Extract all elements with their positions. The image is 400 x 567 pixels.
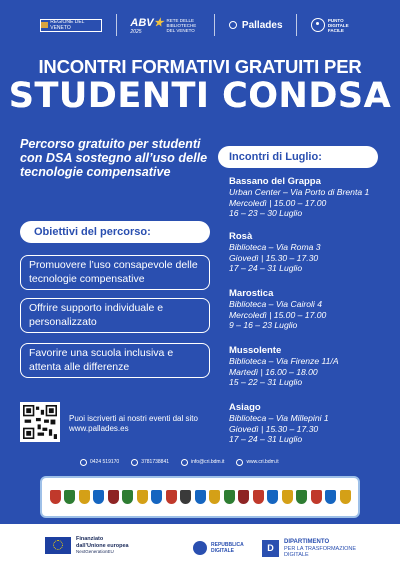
event-city: Marostica [229, 288, 274, 299]
municipality-crest-icon [296, 490, 307, 504]
july-heading: Incontri di Luglio: [218, 146, 378, 168]
municipality-crest-icon [108, 490, 119, 504]
municipality-crest-icon [282, 490, 293, 504]
contacts-row [80, 456, 380, 468]
municipality-crest-icon [325, 490, 336, 504]
logo-divider [214, 14, 215, 36]
event-place: Biblioteca – Via Roma 3 [229, 242, 321, 252]
municipality-crest-icon [311, 490, 322, 504]
eu-line-3: NextGenerationEU [76, 549, 114, 554]
event-city: Asiago [229, 402, 261, 413]
event-city: Bassano del Grappa [229, 176, 321, 187]
event-rosa [229, 231, 394, 274]
event-asiago [229, 402, 394, 445]
contact-phone[interactable] [80, 459, 119, 466]
municipality-crest-icon [238, 490, 249, 504]
pallades-logo [229, 20, 283, 31]
objective-item: Promuovere l’uso consapevole delle tecnologie compensative [20, 255, 210, 290]
municipality-crest-icon [209, 490, 220, 504]
event-bassano [229, 176, 394, 219]
veneto-label: REGIONE DEL VENETO [50, 19, 85, 31]
logo-divider [116, 14, 117, 36]
globe-icon [236, 459, 243, 466]
municipality-crest-icon [267, 490, 278, 504]
municipality-crest-icon [166, 490, 177, 504]
municipality-crest-icon [50, 490, 61, 504]
rep-line-2: DIGITALE [211, 548, 234, 554]
contact-web[interactable] [236, 459, 278, 466]
municipality-crest-icon [93, 490, 104, 504]
event-place: Biblioteca – Via Cairoli 4 [229, 299, 322, 309]
municipality-crest-icon [122, 490, 133, 504]
mobile-number: 3781738841 [141, 459, 170, 465]
municipality-crest-icon [195, 490, 206, 504]
eu-line-1: Finanziato [76, 536, 104, 542]
event-dates: 16 – 23 – 30 Luglio [229, 208, 303, 218]
pallades-label: Pallades [241, 19, 283, 31]
municipality-crest-icon [340, 490, 351, 504]
rep-line-1: REPUBBLICA [211, 542, 244, 548]
footer [0, 524, 400, 567]
event-dates: 15 – 22 – 31 Luglio [229, 377, 303, 387]
objective-item: Favorire una scuola inclusiva e attenta alle differenze [20, 343, 210, 378]
web-address: www.cri.bdm.it [246, 459, 279, 465]
qr-signup-text: Puoi iscriverti ai nostri eventi dal sito www.pallades.es [69, 414, 198, 433]
event-mussolente [229, 345, 394, 388]
event-city: Rosà [229, 231, 253, 242]
abv-logo [130, 16, 200, 35]
star-icon: ★ [153, 16, 164, 29]
objective-item: Offrire supporto individuale e personalizzato [20, 298, 210, 333]
eu-funding-logo [45, 536, 129, 556]
dip-line-1: DIPARTIMENTO [284, 539, 330, 545]
event-time: Giovedì | 15.30 – 17.30 [229, 423, 319, 434]
abv-mark: ABV [130, 16, 154, 29]
municipality-crest-icon [137, 490, 148, 504]
municipality-crest-icon [180, 490, 191, 504]
dipartimento-icon: D [262, 540, 279, 557]
email-address: info@cri.bdm.it [191, 459, 225, 465]
title-students: STUDENTI CON [8, 76, 309, 116]
dipartimento-logo [262, 539, 356, 559]
abv-year: 2025 [130, 28, 142, 35]
municipality-crests-strip [40, 476, 360, 518]
title-line-2 [0, 76, 400, 116]
event-time: Mercoledì | 15.00 – 17.00 [229, 197, 327, 208]
event-place: Biblioteca – Via Firenze 11/A [229, 356, 339, 366]
whatsapp-icon [131, 459, 138, 466]
location-pin-icon [311, 18, 325, 32]
eu-line-2: dall’Unione europea [76, 542, 129, 549]
municipality-crest-icon [64, 490, 75, 504]
event-place: Urban Center – Via Porto di Brenta 1 [229, 187, 370, 197]
phone-number: 0424 519170 [90, 459, 120, 465]
event-time: Mercoledì | 15.00 – 17.00 [229, 309, 327, 320]
objectives-heading: Obiettivi del percorso: [20, 221, 210, 243]
mail-icon [181, 459, 188, 466]
pallades-icon [229, 21, 237, 29]
event-time: Giovedì | 15.30 – 17.30 [229, 252, 319, 263]
event-time: Martedì | 16.00 – 18.00 [229, 366, 318, 377]
municipality-crest-icon [151, 490, 162, 504]
veneto-flag-icon [41, 22, 48, 28]
contact-mobile[interactable] [131, 459, 169, 466]
municipality-crest-icon [79, 490, 90, 504]
repubblica-digitale-logo [193, 541, 244, 555]
punto-digitale-logo [311, 18, 360, 33]
qr-code[interactable] [20, 402, 60, 442]
title-line-1: INCONTRI FORMATIVI GRATUITI PER [38, 56, 362, 77]
dip-line-2: PER LA TRASFORMAZIONE [284, 545, 357, 552]
qr-code-icon [23, 405, 57, 439]
title-dsa: DSA [308, 76, 392, 116]
event-place: Biblioteca – Via Millepini 1 [229, 413, 329, 423]
repubblica-icon [193, 541, 207, 555]
pdf-label: PUNTO DIGITALE FACILE [327, 17, 349, 33]
contact-email[interactable] [181, 459, 224, 466]
phone-icon [80, 459, 87, 466]
municipality-crest-icon [224, 490, 235, 504]
intro-text: Percorso gratuito per studenti con DSA sostegno all’uso delle tecnologie compensative [20, 137, 208, 179]
municipality-crest-icon [253, 490, 264, 504]
event-dates: 17 – 24 – 31 Luglio [229, 434, 303, 444]
event-city: Mussolente [229, 345, 282, 356]
header-logos [40, 10, 360, 40]
event-dates: 9 – 16 – 23 Luglio [229, 320, 298, 330]
event-marostica [229, 288, 394, 331]
abv-text: RETE DELLE BIBLIOTECHE DEL VENETO [166, 17, 197, 33]
dip-line-3: DIGITALE [284, 552, 309, 558]
event-dates: 17 – 24 – 31 Luglio [229, 263, 303, 273]
logo-divider [296, 14, 297, 36]
eu-flag-icon [45, 537, 71, 554]
regione-veneto-logo [40, 19, 102, 32]
